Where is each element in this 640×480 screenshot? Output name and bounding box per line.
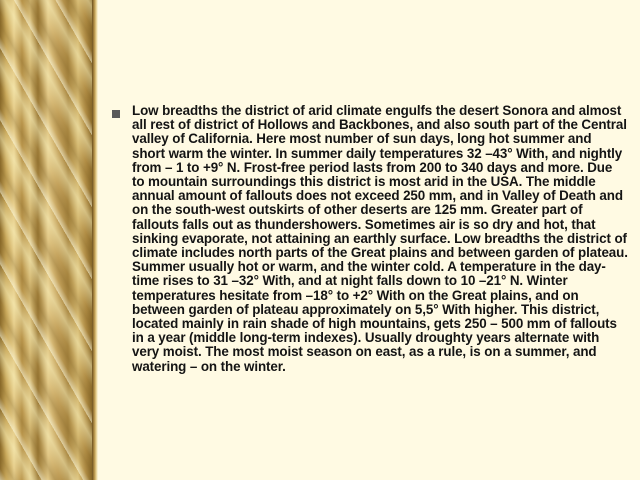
gold-marble-border — [0, 0, 92, 480]
slide-content — [112, 104, 628, 374]
body-paragraph: Low breadths the district of arid climate engulfs the desert Sonora and almost all rest of district of Hollows and Backbones, and also south part of the Central valley of California. Here most number of sun days, long hot summer and short warm the winter. In summer daily temperatures 32 –43° With, and nightly from – 1 to +9° N. Frost-free period lasts from 200 to 340 days and more. Due to mountain surroundings this district is most arid in the USA. The middle annual amount of fallouts does not exceed 250 mm, and in Valley of Death and on the south-west outskirts of other deserts are 125 mm. Greater part of fallouts falls out as thundershowers. Sometimes air is so dry and hot, that sinking evaporate, not attaining an earthly surface. Low breadths the district of climate includes north parts of the Great plains and between garden of plateau. Summer usually hot or warm, and the winter cold. A temperature in the day-time rises to 31 –32° With, and at night falls down to 10 –21° N. Winter temperatures hesitate from –18° to +2° With on the Great plains, and on between garden of plateau approximately on 5,5° With higher. This district, located mainly in rain shade of high mountains, gets 250 – 500 mm of fallouts in a year (middle long-term indexes). Usually droughty years alternate with very moist. The most moist season on east, as a rule, is on a summer, and watering – on the winter. — [132, 103, 628, 374]
square-bullet-icon — [112, 110, 120, 118]
border-edge — [92, 0, 98, 480]
bullet-item — [112, 104, 628, 374]
